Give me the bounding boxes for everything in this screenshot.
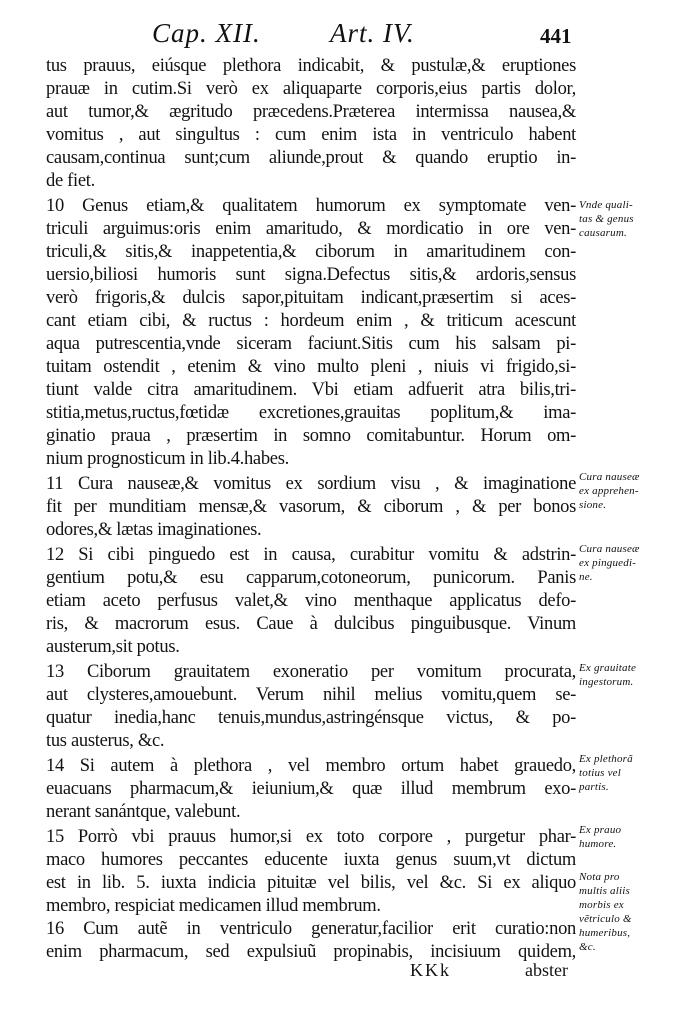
text-line: gentium potu,& esu capparum,cotoneorum, punicorum. Panis <box>46 568 576 588</box>
text-line: verò frigoris,& dulcis sapor,pituitam indicant,præsertim si aces- <box>46 288 576 308</box>
paragraph-10-start: 10 Genus etiam,& qualitatem humorum ex symptomate ven- <box>46 196 576 216</box>
text-line: stitia,metus,ructus,fœtidæ excretiones,grauitas poplitum,& ima- <box>46 403 576 423</box>
paragraph-16-start: 16 Cum autẽ in ventriculo generatur,facilior erit curatio:non <box>46 919 576 939</box>
marginal-note-line: ex pinguedi- <box>579 557 637 569</box>
marginal-note-line: Cura nauseæ <box>579 543 640 555</box>
text-line: ris, & macrorum esus. Caue à dulcibus pinguibusque. Vinum <box>46 614 576 634</box>
text-line: euacuans pharmacum,& ieiunium,& quæ illud membrum exo- <box>46 779 576 799</box>
text-line: ginatio praua , præsertim in somno comitabuntur. Horum om- <box>46 426 576 446</box>
text-line: triculi arguimus:oris enim amaritudo, & mordicatio in ore ven- <box>46 219 576 239</box>
marginal-note-line: ingestorum. <box>579 676 634 688</box>
chapter-heading: Cap. XII. <box>152 18 261 48</box>
marginal-note-line: morbis ex <box>579 899 624 911</box>
paragraph-15-start: 15 Porrò vbi prauus humor,si ex toto corpore , purgetur phar- <box>46 827 576 847</box>
marginal-note-line: Nota pro <box>579 871 620 883</box>
text-line: cant etiam cibi, & ructus : hordeum enim , & triticum acescunt <box>46 311 576 331</box>
marginal-note-line: &c. <box>579 941 596 953</box>
marginal-note-line: Vnde quali- <box>579 199 633 211</box>
text-line: aut clysteres,amouebunt. Verum nihil melius vomitu,quem se- <box>46 685 576 705</box>
page-number: 441 <box>540 24 572 48</box>
text-line: fit per munditiam mensæ,& vasorum, & ciborum , & per bonos <box>46 497 576 517</box>
text-line: uersio,biliosi humoris sunt signa.Defectus sitis,& ardoris,sensus <box>46 265 576 285</box>
text-line: nerant sanántque, valebunt. <box>46 802 241 822</box>
signature-mark: KKk <box>410 960 451 980</box>
text-line: etiam aceto perfusus valet,& vino menthaque applicatus defo- <box>46 591 576 611</box>
article-heading: Art. IV. <box>330 18 415 48</box>
text-line: enim pharmacum, sed expulsiuũ propinabis, incisiuum quidem, <box>46 942 576 962</box>
marginal-note-line: tas & genus <box>579 213 634 225</box>
paragraph-13-start: 13 Ciborum grauitatem exoneratio per vomitum procurata, <box>46 662 576 682</box>
marginal-note-line: vẽtriculo & <box>579 913 632 925</box>
marginal-note-line: Cura nauseæ <box>579 471 640 483</box>
text-line: austerum,sit potus. <box>46 637 180 657</box>
text-line: de fiet. <box>46 171 95 191</box>
text-line: prauæ in cutim.Si verò ex aliquaparte corporis,eius partis dolor, <box>46 79 576 99</box>
text-line: odores,& lætas imaginationes. <box>46 520 262 540</box>
marginal-note-line: humeribus, <box>579 927 631 939</box>
paragraph-12-start: 12 Si cibi pinguedo est in causa, curabitur vomitu & adstrin- <box>46 545 576 565</box>
marginal-note-line: multis aliis <box>579 885 630 897</box>
text-line: causam,continua sunt;cum aliunde,prout & quando eruptio in- <box>46 148 576 168</box>
text-line: tuitam ostendit , etenim & vino multo pleni , niuis vi frigido,si- <box>46 357 576 377</box>
text-line: maco humores peccantes educente iuxta genus suum,vt dictum <box>46 850 576 870</box>
paragraph-11-start: 11 Cura nauseæ,& vomitus ex sordium visu , & imaginatione <box>46 474 576 494</box>
page-footer <box>0 960 700 986</box>
marginal-note-line: partis. <box>579 781 609 793</box>
catchword: abster <box>525 960 568 980</box>
text-line: quatur inedia,hanc tenuis,mundus,astringénsque victus, & po- <box>46 708 576 728</box>
marginal-note-line: Ex plethorã <box>579 753 633 765</box>
text-line: triculi,& sitis,& inappetentia,& ciborum in amaritudinem con- <box>46 242 576 262</box>
text-line: est in lib. 5. iuxta indicia pituitæ vel bilis, vel &c. Si ex aliquo <box>46 873 576 893</box>
text-line: tiunt valde citra amaritudinem. Vbi etiam adfuerit atra bilis,tri- <box>46 380 576 400</box>
text-line: tus prauus, eiúsque plethora indicabit, & pustulæ,& eruptiones <box>46 56 576 76</box>
text-line: vomitus , aut singultus : cum enim ista in ventriculo habent <box>46 125 576 145</box>
marginal-note-line: totius vel <box>579 767 622 779</box>
text-line: membro, respiciat medicamen illud membrum. <box>46 896 381 916</box>
marginal-note-line: ex apprehen- <box>579 485 639 497</box>
marginal-note-line: Ex grauitate <box>579 662 637 674</box>
text-line: aut tumor,& ægritudo præcedens.Præterea intermissa nausea,& <box>46 102 576 122</box>
text-line: tus austerus, &c. <box>46 731 165 751</box>
paragraph-14-start: 14 Si autem à plethora , vel membro ortum habet grauedo, <box>46 756 576 776</box>
text-line: nium prognosticum in lib.4.habes. <box>46 449 289 469</box>
marginal-note-line: Ex prauo <box>579 824 622 836</box>
marginal-note-line: causarum. <box>579 227 627 239</box>
text-line: aqua putrescentia,vnde siceram faciunt.Sitis cum his salsam pi- <box>46 334 576 354</box>
marginal-note-line: ne. <box>579 571 593 583</box>
running-header <box>0 14 700 50</box>
marginal-note-line: humore. <box>579 838 617 850</box>
marginal-note-line: sione. <box>579 499 607 511</box>
